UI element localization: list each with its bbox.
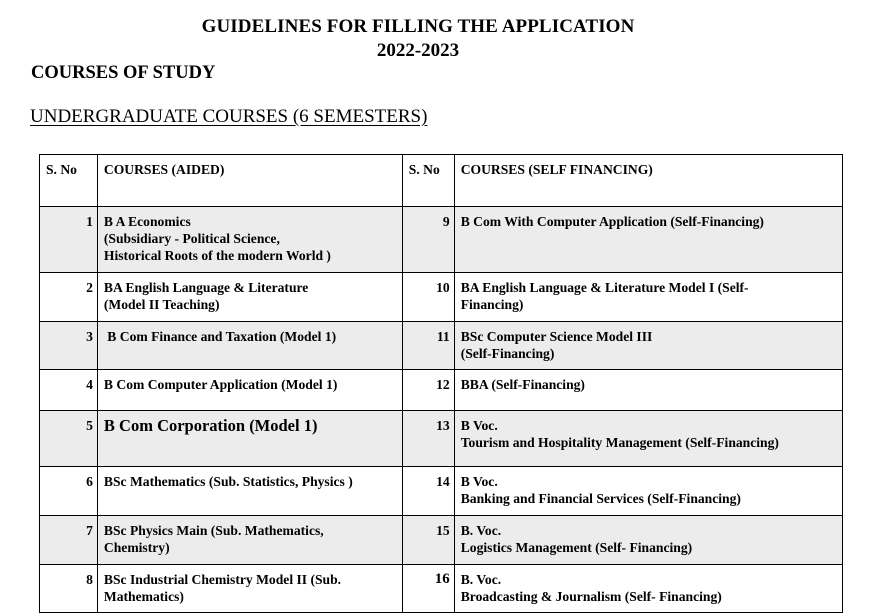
course-line: B Com Finance and Taxation (Model 1) [103,329,337,344]
course-line: (Model II Teaching) [103,297,220,312]
course-line: B Com Corporation (Model 1) [103,416,318,435]
course-line: BSc Industrial Chemistry Model II (Sub. [103,572,342,587]
sno-aided: 3 [40,322,98,370]
sno-self: 12 [402,370,454,411]
sno-aided: 1 [40,207,98,273]
course-line: B. Voc. [460,572,502,587]
header-courses-aided: COURSES (AIDED) [97,155,402,207]
sno-self: 11 [402,322,454,370]
course-line: Broadcasting & Journalism (Self- Financing) [460,589,722,604]
course-aided [97,467,402,516]
course-line: Financing) [460,297,524,312]
course-aided [97,411,402,467]
course-aided [97,273,402,322]
table-row [40,322,843,370]
course-aided [97,370,402,411]
course-line: BA English Language & Literature [103,280,309,295]
course-line: Chemistry) [103,540,170,555]
course-line: B Voc. [460,474,498,489]
course-line: B. Voc. [460,523,502,538]
course-line: B A Economics [103,214,191,229]
course-line: B Com With Computer Application (Self-Financing) [460,214,764,229]
table-row [40,207,843,273]
section-title: COURSES OF STUDY [31,63,216,83]
sno-self: 15 [402,516,454,565]
sno-aided: 7 [40,516,98,565]
course-line: BSc Mathematics (Sub. Statistics, Physics ) [103,474,353,489]
document-title: GUIDELINES FOR FILLING THE APPLICATION [201,16,635,37]
course-line: Tourism and Hospitality Management (Self-Financing) [460,435,779,450]
sno-aided: 2 [40,273,98,322]
sno-aided: 8 [40,565,98,613]
course-line: B Voc. [460,418,498,433]
course-line: (Subsidiary - Political Science, [103,231,280,246]
table-row [40,273,843,322]
course-self [454,516,842,565]
course-line: BA English Language & Literature Model I (Self- [460,280,749,295]
course-line: Logistics Management (Self- Financing) [460,540,693,555]
table-row [40,565,843,613]
table-row [40,411,843,467]
sno-self: 10 [402,273,454,322]
table-row [40,516,843,565]
subsection-title: UNDERGRADUATE COURSES (6 SEMESTERS) [30,106,428,127]
header-courses-self: COURSES (SELF FINANCING) [454,155,842,207]
header-sno-aided: S. No [40,155,98,207]
course-self [454,370,842,411]
course-line: Banking and Financial Services (Self-Financing) [460,491,741,506]
course-self [454,411,842,467]
sno-self: 9 [402,207,454,273]
course-line: B Com Computer Application (Model 1) [103,377,338,392]
sno-aided: 4 [40,370,98,411]
course-aided [97,565,402,613]
course-aided [97,207,402,273]
course-line: Mathematics) [103,589,184,604]
course-self [454,207,842,273]
course-aided [97,322,402,370]
sno-self: 16 [402,565,454,613]
course-line: (Self-Financing) [460,346,555,361]
document-year: 2022-2023 [376,40,460,61]
sno-self: 14 [402,467,454,516]
course-line: BBA (Self-Financing) [460,377,585,392]
course-aided [97,516,402,565]
sno-self: 13 [402,411,454,467]
header-sno-self: S. No [402,155,454,207]
course-line: BSc Computer Science Model III [460,329,653,344]
table-header-row [40,155,843,207]
course-self [454,467,842,516]
course-self [454,273,842,322]
courses-table [39,154,843,613]
course-self [454,565,842,613]
table-row [40,370,843,411]
table-row [40,467,843,516]
sno-aided: 5 [40,411,98,467]
course-line: Historical Roots of the modern World ) [103,248,331,263]
course-self [454,322,842,370]
sno-aided: 6 [40,467,98,516]
course-line: BSc Physics Main (Sub. Mathematics, [103,523,324,538]
